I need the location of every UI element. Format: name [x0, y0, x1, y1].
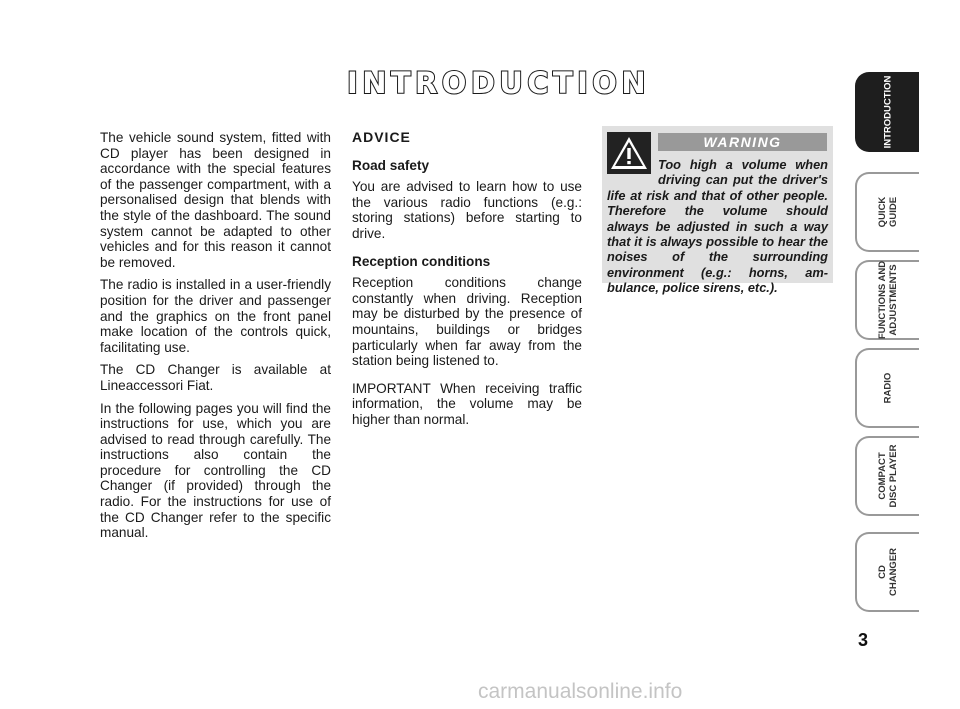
tab-cd-changer[interactable] [855, 532, 919, 612]
road-safety-heading: Road safety [352, 157, 430, 173]
page-title-text: INTRODUCTION [347, 66, 651, 100]
reception-heading: Reception conditions [352, 253, 491, 269]
page-title [345, 62, 651, 102]
tab-label: INTRODUCTION [882, 75, 894, 149]
intro-column [100, 130, 331, 548]
tab-label: RADIO [882, 372, 894, 404]
watermark: carmanualsonline.info [478, 680, 683, 703]
intro-paragraph: In the following pages you will find the instructions for use, which you are advised to read through carefully. The instructions also contain the procedure for controlling the CD Changer (if provided) through the radio. For the instructions for use of the CD Changer refer to the specific manual. [100, 400, 331, 541]
reception-text: Reception conditions change constantly when driving. Reception may be disturbed by the presence of mountains, buildings or bridges particularly when far away from the station being listened to. [352, 275, 582, 369]
road-safety-text: You are advised to learn how to use the various radio functions (e.g.: storing stations) before starting to drive. [352, 179, 582, 241]
tab-quick-guide[interactable] [855, 172, 919, 252]
warning-box [602, 126, 833, 296]
advice-column [352, 130, 582, 440]
tab-label: QUICK GUIDE [877, 196, 899, 228]
tab-functions-and-adjustments[interactable] [855, 260, 919, 340]
tab-compact-disc-player[interactable] [855, 436, 919, 516]
intro-paragraph: The CD Changer is available at Lineaccessori Fiat. [100, 362, 331, 393]
intro-paragraph: The vehicle sound system, fitted with CD player has been designed in accordance with the special features of the passenger compartment, with a personalised design that blends with the style of the dashboard. The sound system cannot be adapted to other vehicles and for this reason it cannot be removed. [100, 130, 331, 270]
warning-heading: WARNING [658, 133, 827, 151]
tab-label: CD CHANGER [877, 547, 899, 597]
tab-radio[interactable] [855, 348, 919, 428]
tab-introduction[interactable] [855, 72, 919, 152]
important-note: IMPORTANT When receiving traffic information, the volume may be higher than normal. [352, 380, 582, 427]
advice-heading: ADVICE [352, 129, 411, 145]
intro-paragraph: The radio is installed in a user-friendly position for the driver and passenger and the graphics on the front panel make location of the controls quick, facilitating use. [100, 277, 331, 355]
page-number: 3 [858, 630, 869, 650]
warning-text: Too high a volume when driving can put the driver's life at risk and that of other people. Therefore the volume should always be adjusted in such a way that it is always possible to hear the noises of the surrounding environment (e.g.: horns, ambulance, police sirens, etc.). [607, 157, 828, 296]
tab-label: FUNCTIONS AND ADJUSTMENTS [877, 260, 899, 340]
tab-label: COMPACT DISC PLAYER [877, 444, 899, 508]
